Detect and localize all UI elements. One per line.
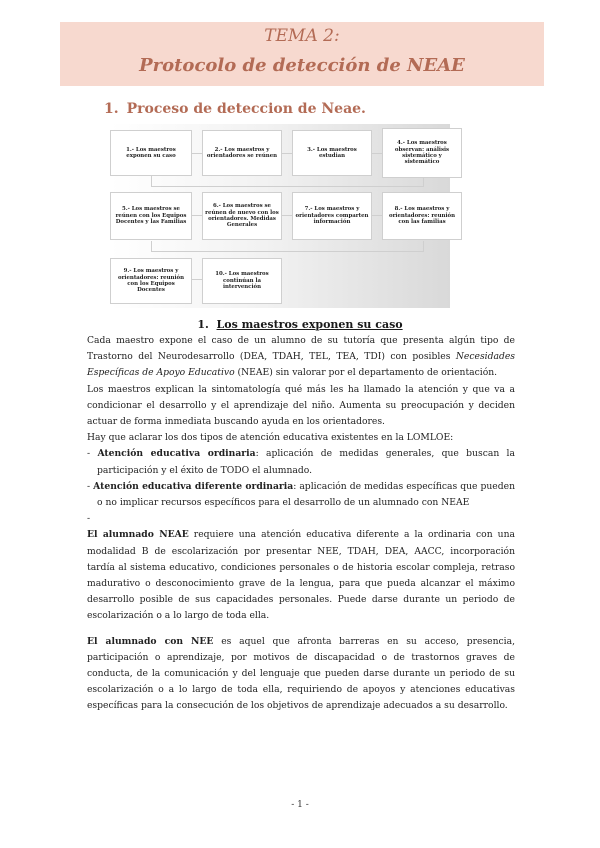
text-run: es aquel que afronta barreras en su acceso, presencia, participación o aprendizaje, por motivos de discapacidad o de trastornos graves de conducta, de la comunicación y del lenguaje que pueden darse durante un periodo de su escolarización o a lo largo de toda ella, requiriendo de apoyos y atenciones educativas específicas para la consecución de los objetivos de aprendizaje adecuados a su desarrollo. [87, 635, 515, 712]
dash-line: - [87, 513, 91, 525]
text-run: Cada maestro expone el caso de un alumno de su tutoría que presenta algún tipo de Trastorno del Neurodesarrollo (DEA, TDAH, TEL, TEA, TDI) con posibles [87, 335, 515, 363]
flow-step-9: 9.- Los maestros y orientadores: reunión con los Equipos Docentes [110, 258, 192, 304]
bullet-ordinary: - Atención educativa ordinaria: aplicación de medidas generales, que buscan la participación y el éxito de TODO el alumnado. [87, 448, 515, 476]
flow-step-5: 5.- Los maestros se reúnen con los Equipos Docentes y las Familias [110, 192, 192, 240]
flow-connector [151, 241, 424, 252]
spacer [87, 625, 515, 634]
text-run: : aplicación de medidas específicas que pueden o no implicar recursos específicos para el desarrollo de un alumnado con NEAE [97, 480, 515, 509]
flow-connector [192, 279, 202, 280]
flow-connector [282, 153, 292, 154]
subsection-title: Los maestros exponen su caso [216, 318, 403, 331]
text-run-bold: El alumnado con NEE [87, 635, 214, 647]
flow-step-10: 10.- Los maestros continúan la intervención [202, 258, 282, 304]
subsection-heading [0, 318, 600, 331]
paragraph-lomloe: Hay que aclarar los dos tipos de atención educativa existentes en la LOMLOE: [87, 432, 454, 444]
paragraph-nee [87, 634, 515, 715]
text-run-bold: El alumnado [87, 529, 160, 541]
paragraph-case [87, 333, 515, 382]
text-run: requiere una atención educativa diferente a la ordinaria con una modalidad B de escolarización por presentar NEE, TDAH, DEA, AACC, incorporación tardía al sistema educativo, condiciones personales o de historia escolar compleja, retraso madurativo o desconocimiento grave de la lengua, para que pueda alcanzar el máximo desarrollo posible de sus capacidades personales. Puede darse durante un periodo de escolarización o a lo largo de toda ella. [87, 529, 515, 622]
section-heading [104, 101, 366, 117]
text-run-bold: NEAE [159, 529, 189, 541]
text-run: (NEAE) sin valorar por el departamento de orientación. [234, 367, 498, 379]
process-flow-diagram [110, 124, 456, 308]
flow-connector [192, 153, 202, 154]
paragraph-symptoms: Los maestros explican la sintomatología qué más les ha llamado la atención y que va a condicionar el desarrollo y el aprendizaje del niño. Aumenta su preocupación y deciden actuar de forma inmediata buscando ayuda en los orientadores. [87, 383, 515, 428]
text-run-bold: Atención educativa diferente ordinaria [93, 480, 294, 492]
paragraph-neae [87, 527, 515, 624]
bullet-different: - Atención educativa diferente ordinaria: aplicación de medidas específicas que pueden o no implicar recursos específicos para el desarrollo de un alumnado con NEAE [87, 480, 515, 509]
flow-step-3: 3.- Los maestros estudian [292, 130, 372, 176]
topic-title: Protocolo de detección de NEAE [139, 55, 465, 76]
body-text [87, 333, 515, 715]
topic-number: TEMA 2: [264, 26, 340, 46]
section-title: Proceso de deteccion de Neae. [126, 101, 366, 117]
flow-step-6: 6.- Los maestros se reúnen de nuevo con los orientadores. Medidas Generales [202, 192, 282, 240]
text-run-bold: Atención educativa ordinaria [97, 448, 256, 460]
flow-step-7: 7.- Los maestros y orientadores comparten información [292, 192, 372, 240]
flow-connector [372, 215, 382, 216]
flow-connector [372, 153, 382, 154]
flow-step-2: 2.- Los maestros y orientadores se reúnen [202, 130, 282, 176]
text-run-italic: Necesidades Específicas de Apoyo Educativo [87, 351, 515, 379]
flow-connector [192, 215, 202, 216]
flow-step-4: 4.- Los maestros observan: análisis sistemático y sistemático [382, 128, 462, 178]
flow-connector [282, 215, 292, 216]
subsection-number: 1. [197, 318, 209, 331]
flow-step-8: 8.- Los maestros y orientadores: reunión con las familias [382, 192, 462, 240]
page-number: - 1 - [291, 800, 309, 810]
flow-step-1: 1.- Los maestros exponen su caso [110, 130, 192, 176]
text-run: : aplicación de medidas generales, que buscan la participación y el éxito de TODO el alumnado. [97, 448, 515, 476]
section-number: 1. [104, 101, 119, 117]
